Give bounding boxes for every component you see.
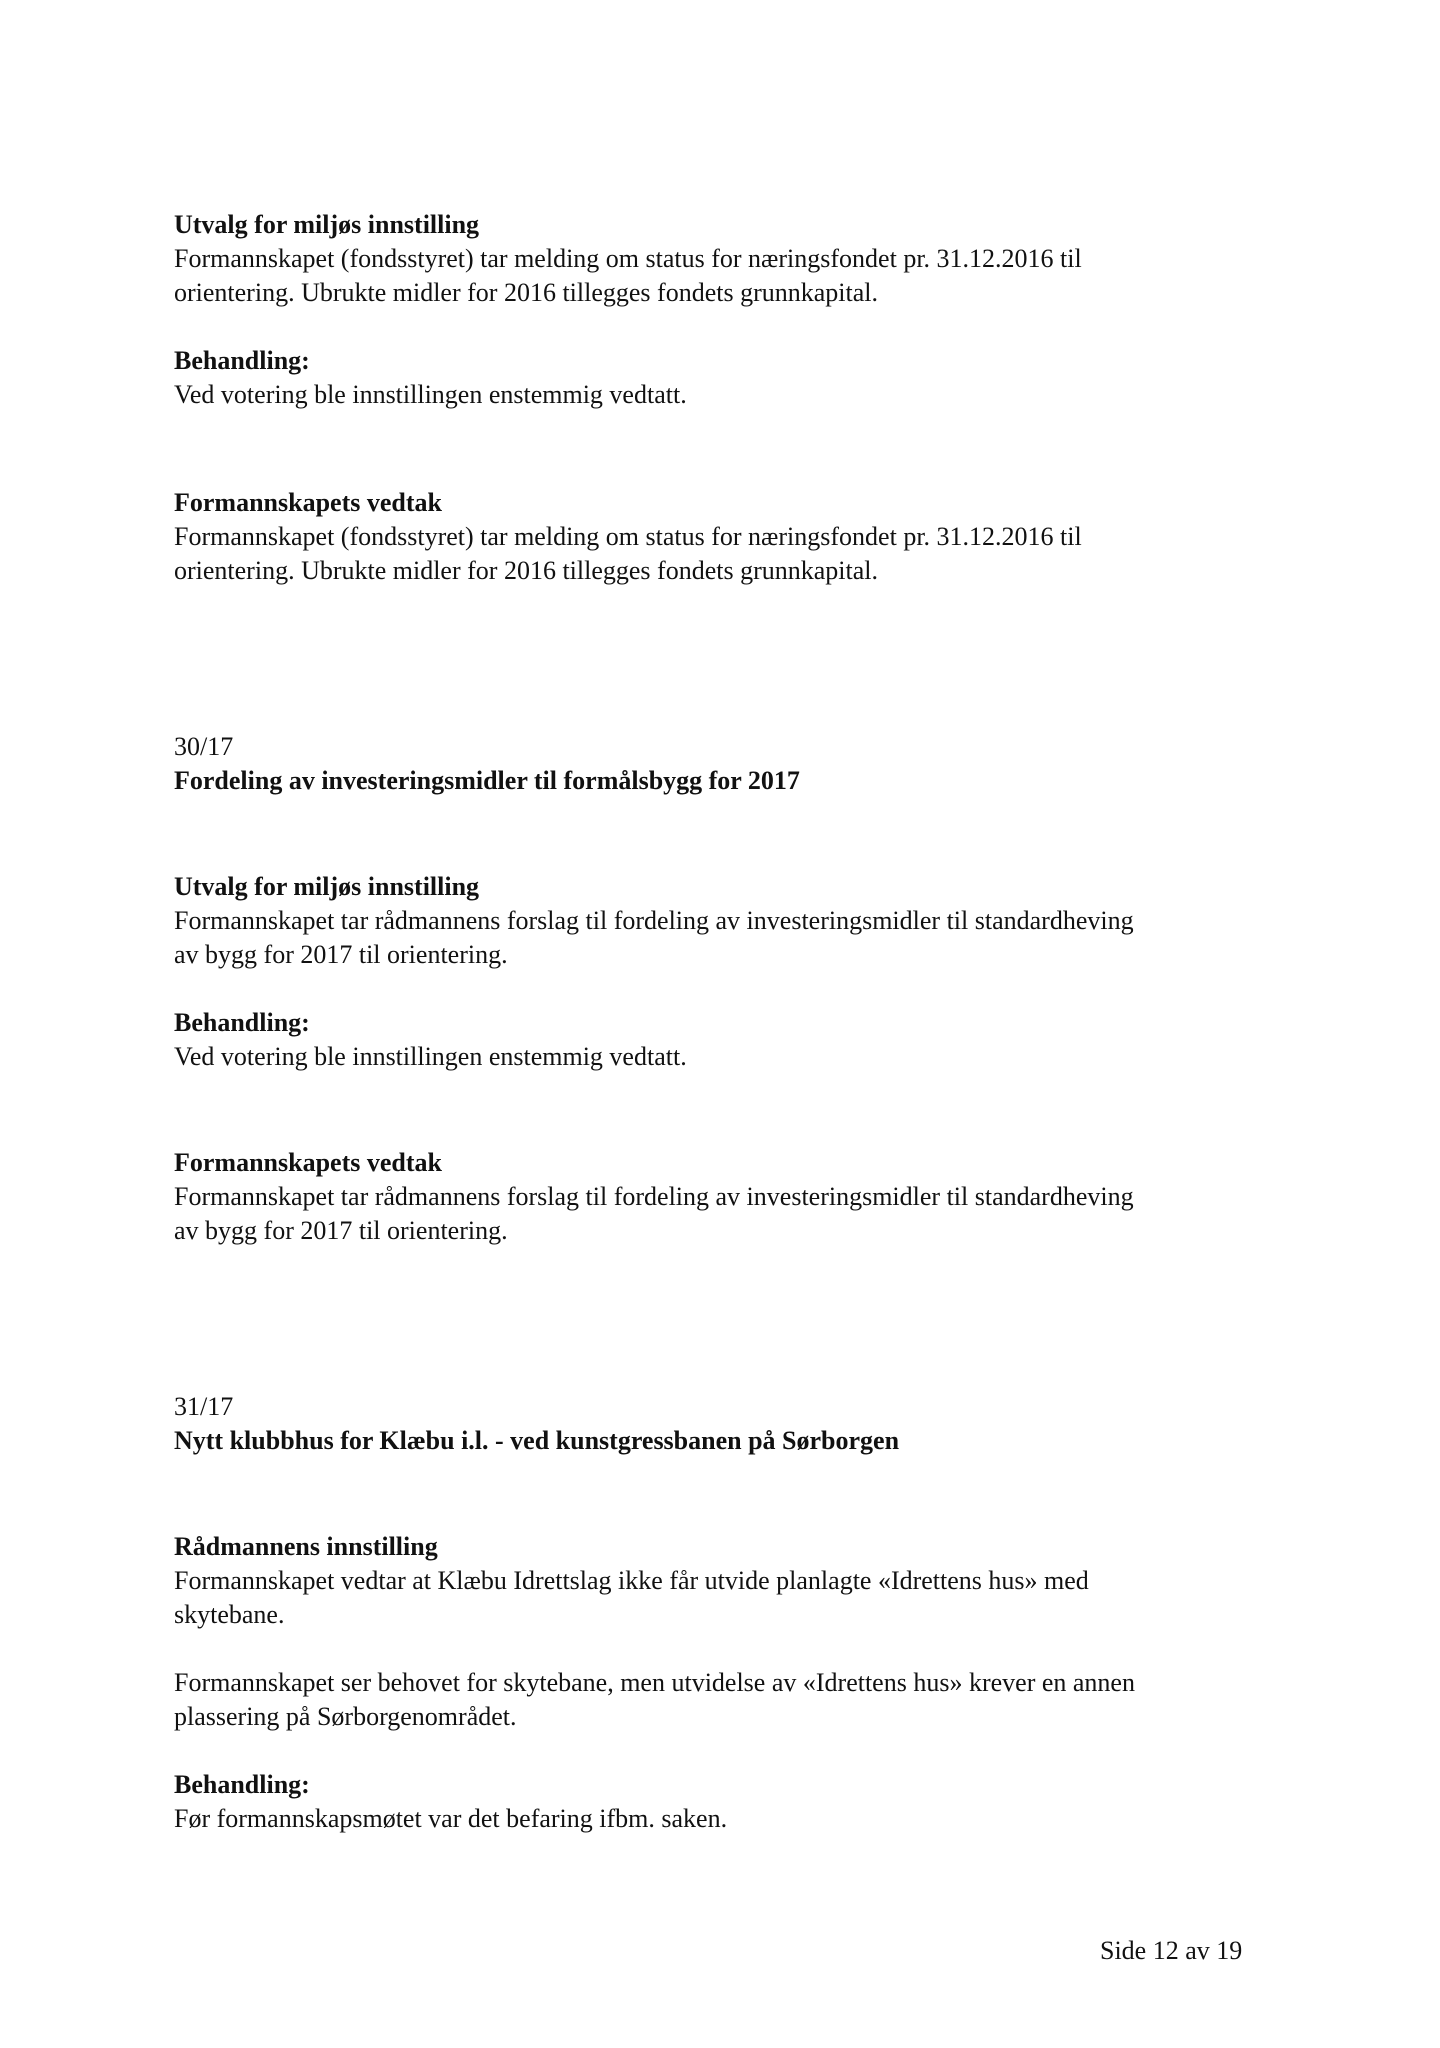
case30-vedtak-body: Formannskapet tar rådmannens forslag til fordeling av investeringsmidler til standardheving av bygg for 2017 til orientering. [174,1182,1134,1245]
case-title-31: Nytt klubbhus for Klæbu i.l. - ved kunstgressbanen på Sørborgen [174,1426,900,1455]
case31-innstilling-body-2: Formannskapet ser behovet for skytebane, men utvidelse av «Idrettens hus» krever en annen plassering på Sørborgenområdet. [174,1668,1135,1731]
case-number-30: 30/17 [174,732,234,761]
page-number: Side 12 av 19 [1100,1936,1243,1965]
case31-behandling-heading: Behandling: [174,1770,310,1799]
section-heading-utvalg-innstilling: Utvalg for miljøs innstilling [174,210,480,239]
case31-innstilling-heading: Rådmannens innstilling [174,1532,438,1561]
case30-innstilling-body: Formannskapet tar rådmannens forslag til fordeling av investeringsmidler til standardheving av bygg for 2017 til orientering. [174,906,1134,969]
case-title-30: Fordeling av investeringsmidler til formålsbygg for 2017 [174,766,800,795]
section-body-behandling: Ved votering ble innstillingen enstemmig vedtatt. [174,380,687,409]
section-heading-vedtak: Formannskapets vedtak [174,488,442,517]
case31-innstilling-body-1: Formannskapet vedtar at Klæbu Idrettslag ikke får utvide planlagte «Idrettens hus» med skytebane. [174,1566,1089,1629]
case30-innstilling-heading: Utvalg for miljøs innstilling [174,872,480,901]
case30-vedtak-heading: Formannskapets vedtak [174,1148,442,1177]
case30-behandling-heading: Behandling: [174,1008,310,1037]
case-number-31: 31/17 [174,1392,234,1421]
section-body-vedtak: Formannskapet (fondsstyret) tar melding om status for næringsfondet pr. 31.12.2016 til orientering. Ubrukte midler for 2016 tillegges fondets grunnkapital. [174,522,1082,585]
section-heading-behandling: Behandling: [174,346,310,375]
case30-behandling-body: Ved votering ble innstillingen enstemmig vedtatt. [174,1042,687,1071]
case31-behandling-body: Før formannskapsmøtet var det befaring ifbm. saken. [174,1804,728,1833]
section-body-utvalg-innstilling: Formannskapet (fondsstyret) tar melding om status for næringsfondet pr. 31.12.2016 til orientering. Ubrukte midler for 2016 tillegges fondets grunnkapital. [174,244,1082,307]
